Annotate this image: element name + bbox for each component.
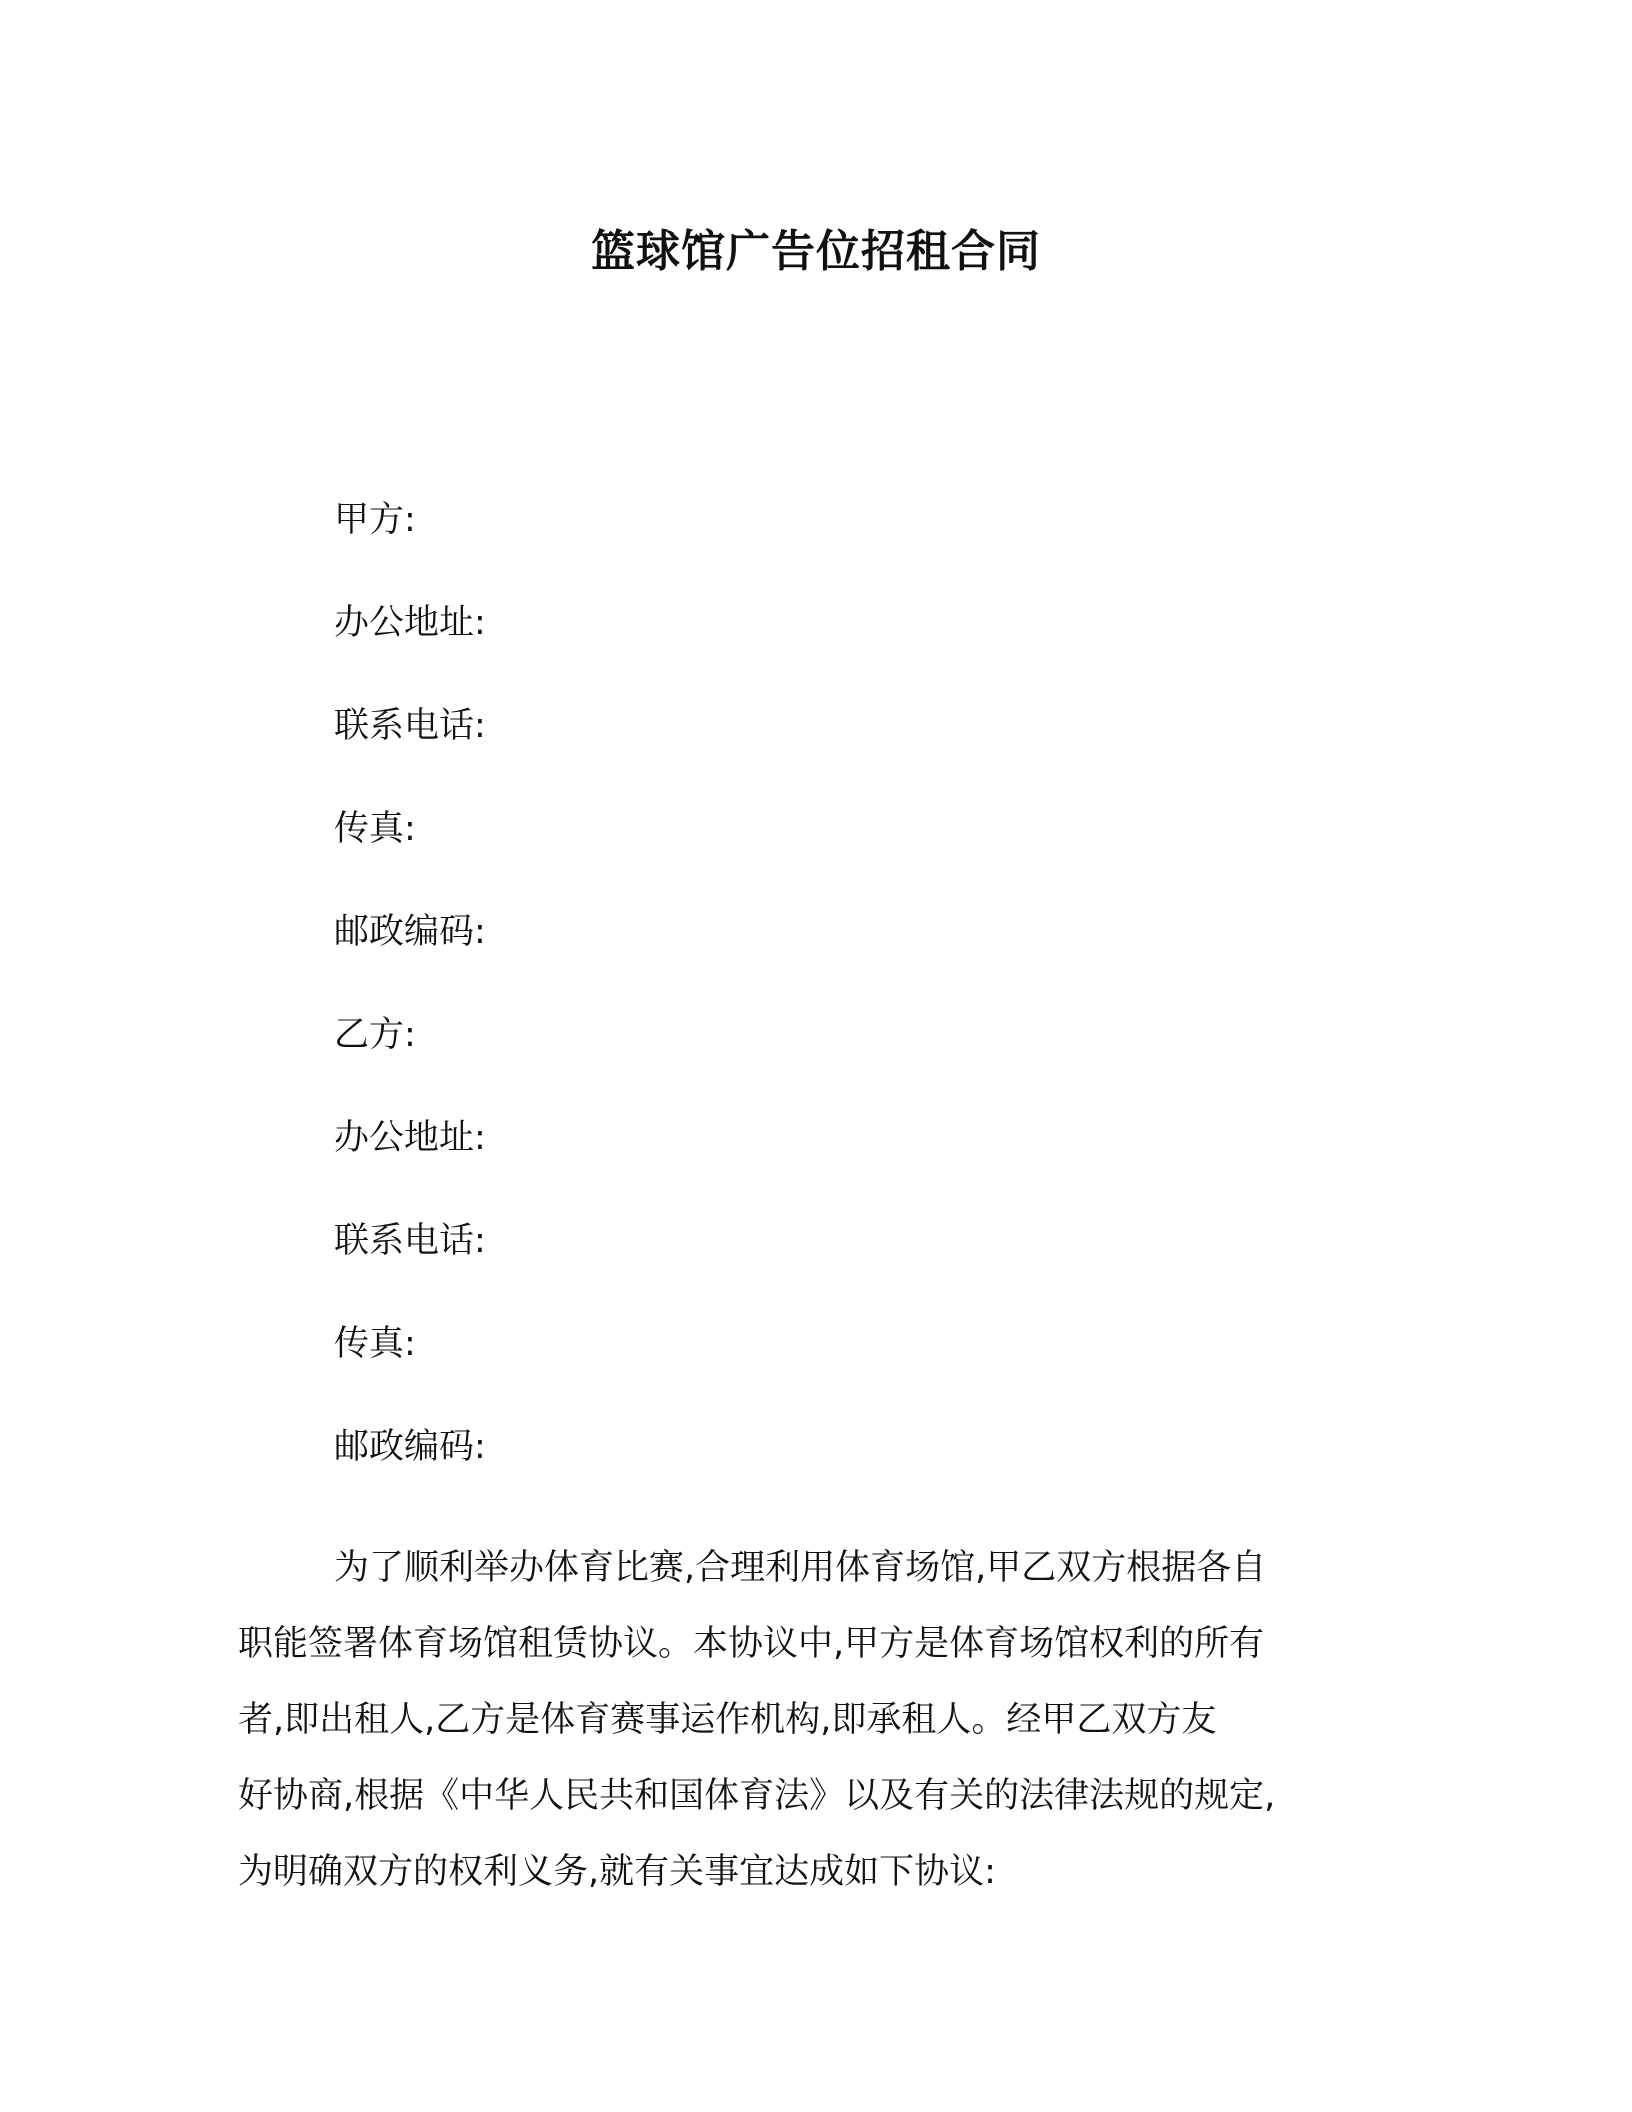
party-b-address-label: 办公地址:: [334, 1118, 486, 1158]
preamble-line: 职能签署体育场馆租赁协议。本协议中,甲方是体育场馆权利的所有: [238, 1624, 1265, 1664]
preamble-line: 好协商,根据《中华人民共和国体育法》以及有关的法律法规的规定,: [238, 1776, 1276, 1816]
preamble-line: 为了顺利举办体育比赛,合理利用体育场馆,甲乙双方根据各自: [334, 1548, 1267, 1588]
party-b-name-label: 乙方:: [334, 1015, 416, 1055]
party-a-phone-label: 联系电话:: [334, 706, 486, 746]
preamble-line: 者,即出租人,乙方是体育赛事运作机构,即承租人。经甲乙双方友: [238, 1700, 1217, 1740]
party-a-address-label: 办公地址:: [334, 603, 486, 643]
preamble-line: 为明确双方的权利义务,就有关事宜达成如下协议:: [238, 1852, 996, 1892]
party-b-phone-label: 联系电话:: [334, 1221, 486, 1261]
party-a-postcode-label: 邮政编码:: [334, 912, 486, 952]
preamble-paragraph: [238, 1530, 1378, 1910]
party-b-postcode-label: 邮政编码:: [334, 1427, 486, 1467]
document-title: 篮球馆广告位招租合同: [591, 226, 1041, 277]
party-a-fax-label: 传真:: [334, 809, 416, 849]
party-b-fax-label: 传真:: [334, 1324, 416, 1364]
party-a-name-label: 甲方:: [334, 500, 416, 540]
